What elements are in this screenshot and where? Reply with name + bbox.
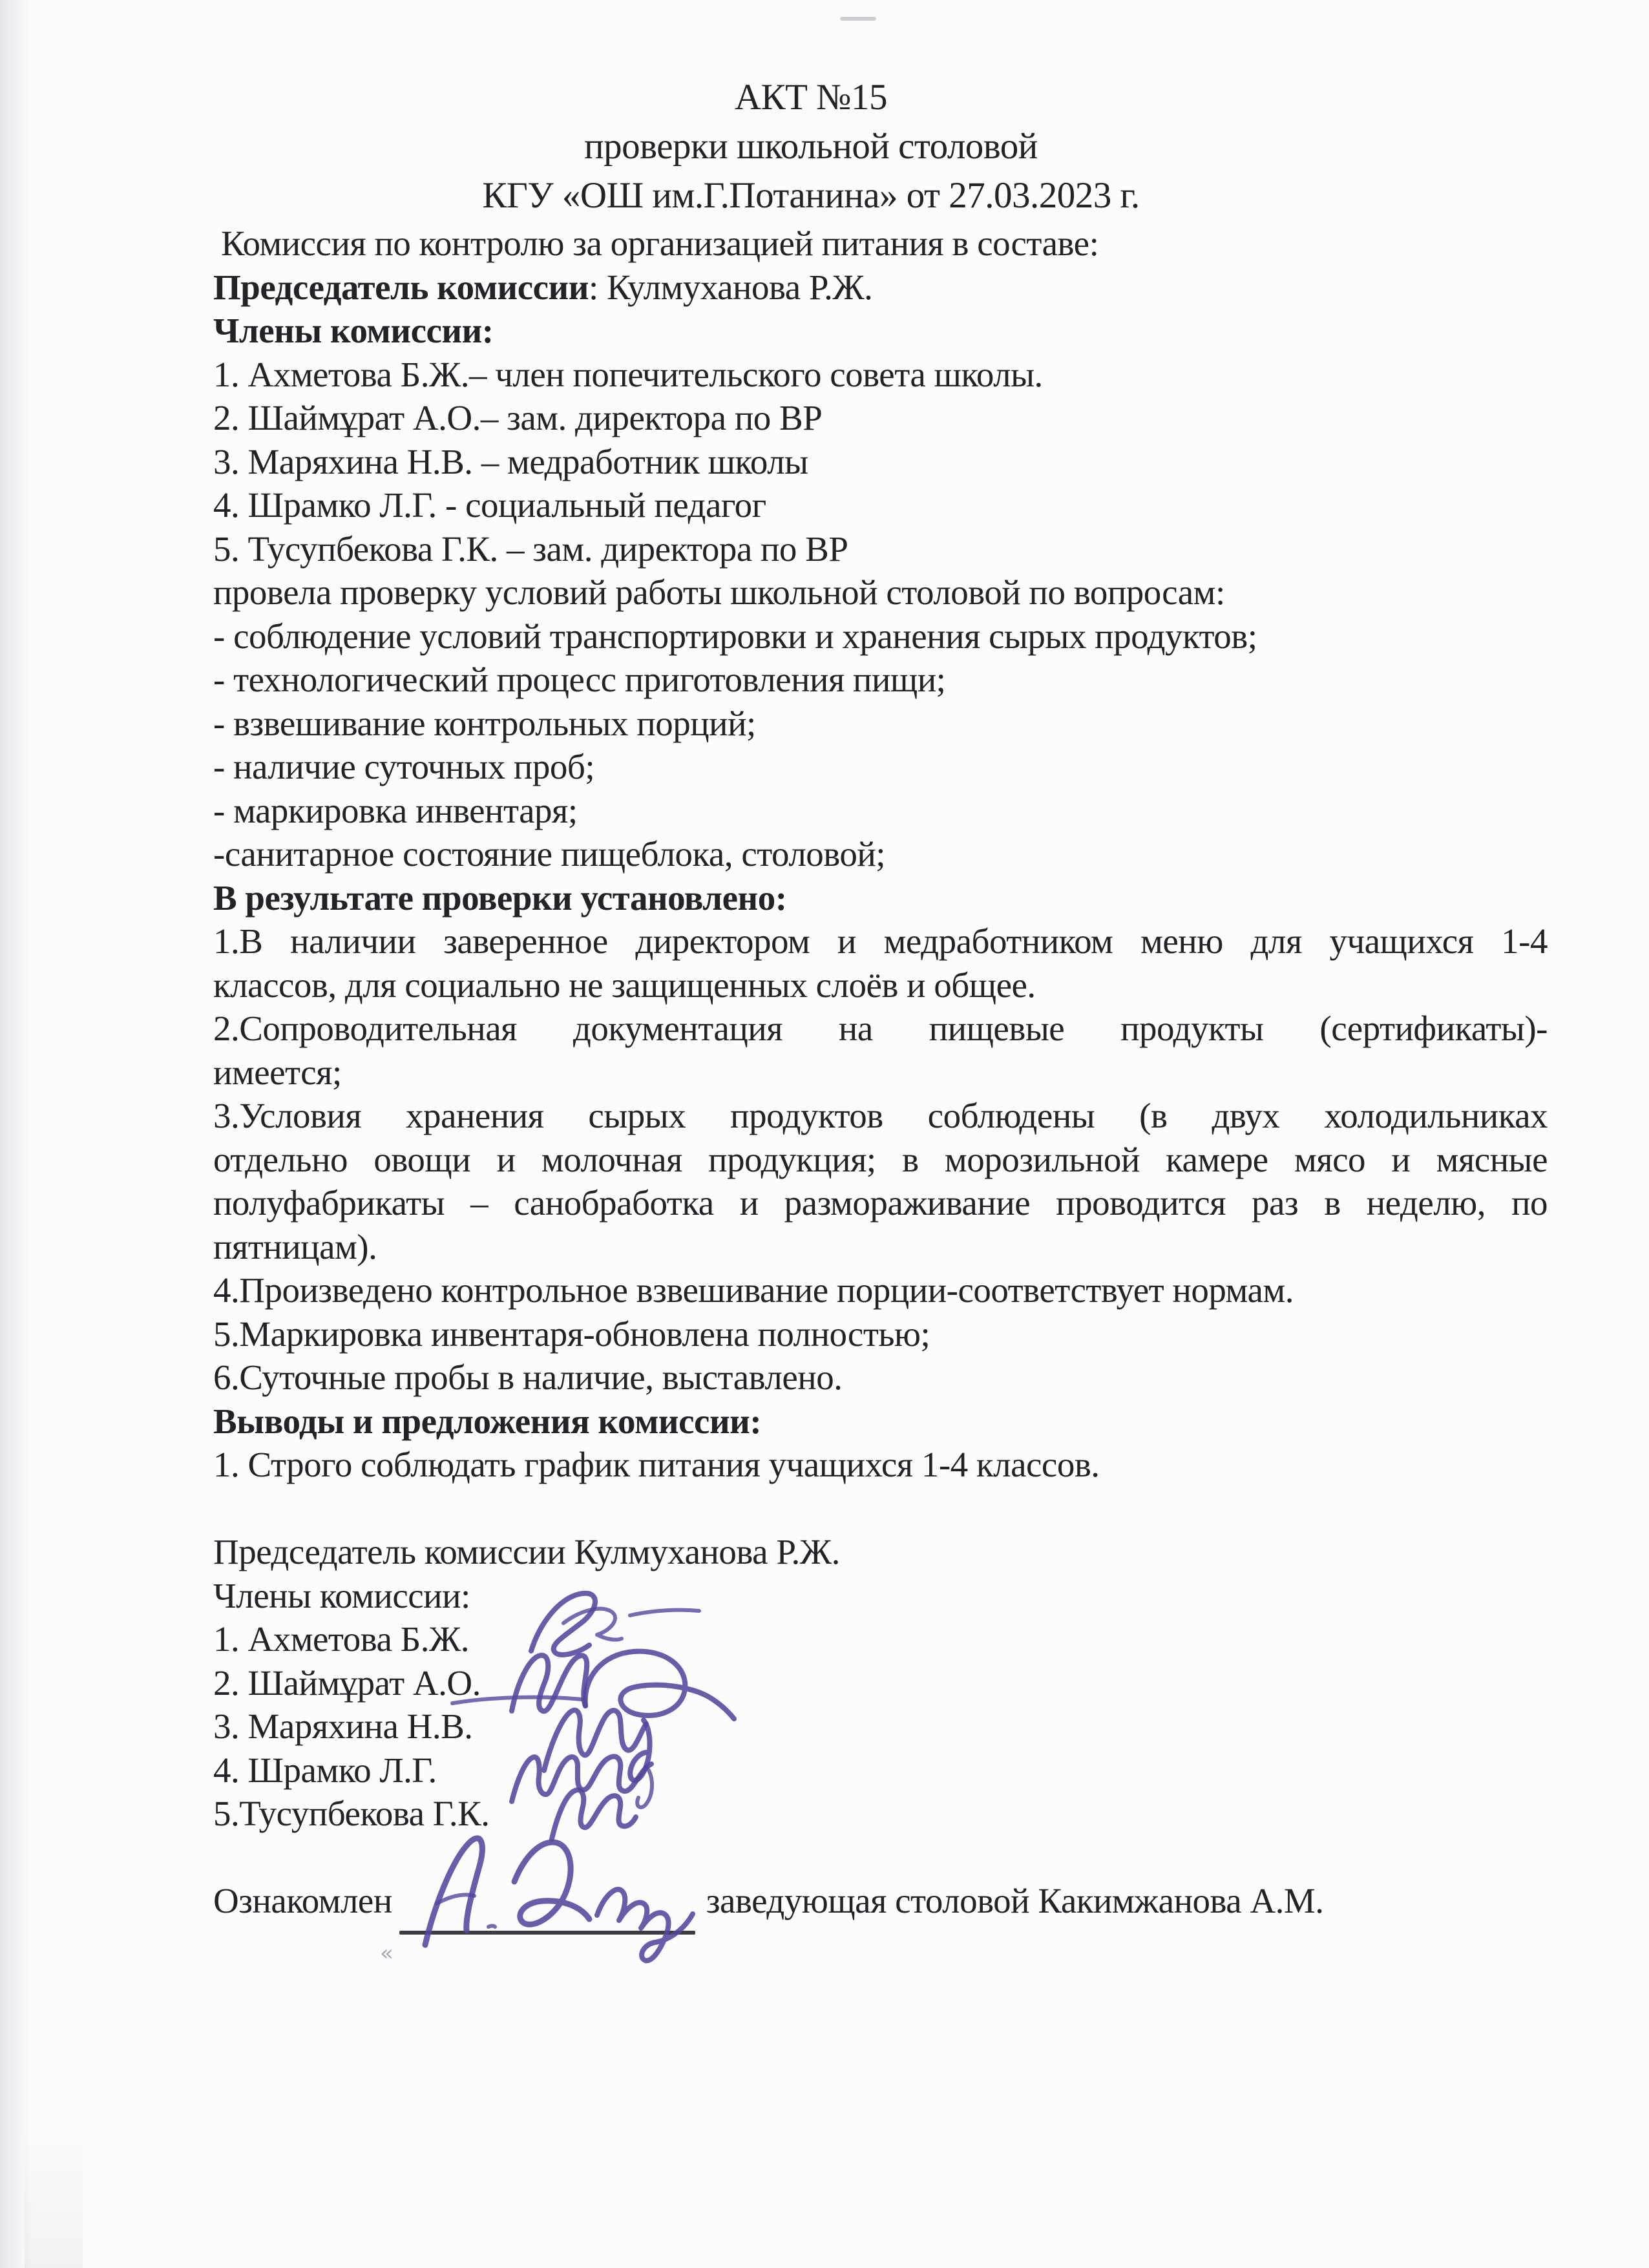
results-line-3: 2.Сопроводительная документация на пищевые продукты (сертификаты)-	[213, 1009, 1548, 1048]
inspection-intro: провела проверку условий работы школьной столовой по вопросам:	[213, 572, 1225, 612]
inspection-item-3: - взвешивание контрольных порций;	[213, 703, 756, 743]
signature-gap	[392, 1906, 696, 1913]
scan-corner-shade	[25, 2126, 83, 2268]
results-line-5: 3.Условия хранения сырых продуктов соблюдены (в двух холодильниках	[213, 1096, 1548, 1135]
inspection-item-2: - технологический процесс приготовления пищи;	[213, 660, 946, 699]
member-item-3: 3. Маряхина Н.В. – медработник школы	[213, 441, 808, 481]
results-line-9: 4.Произведено контрольное взвешивание порции-соответствует нормам.	[213, 1270, 1294, 1310]
chairman-line	[213, 266, 1548, 310]
signature-underline	[399, 1931, 695, 1935]
document-body	[213, 222, 1548, 1923]
inspection-item-4: - наличие суточных проб;	[213, 747, 595, 786]
results-line-10: 5.Маркировка инвентаря-обновлена полностью;	[213, 1314, 930, 1354]
scan-top-artifact	[840, 17, 876, 21]
blank-line-1	[213, 1487, 1548, 1531]
signoff-member-1: 1. Ахметова Б.Ж.	[213, 1619, 470, 1659]
member-item-4: 4. Шрамко Л.Г. - социальный педагог	[213, 485, 766, 525]
conclusions-heading: Выводы и предложения комиссии:	[213, 1401, 762, 1441]
results-line-8: пятницам).	[213, 1226, 377, 1266]
inspection-item-5: - маркировка инвентаря;	[213, 790, 578, 830]
inspection-item-6: -санитарное состояние пищеблока, столовой;	[213, 834, 886, 874]
member-item-5: 5. Тусупбекова Г.К. – зам. директора по ВР	[213, 529, 848, 569]
act-title: АКТ №15	[734, 77, 888, 118]
results-line-4: имеется;	[213, 1052, 342, 1092]
signoff-member-2: 2. Шаймұрат А.О.	[213, 1663, 481, 1703]
act-org-and-date: КГУ «ОШ им.Г.Потанина» от 27.03.2023 г.	[482, 175, 1140, 216]
member-item-2: 2. Шаймұрат А.О.– зам. директора по ВР	[213, 398, 823, 437]
member-item-1: 1. Ахметова Б.Ж.– член попечительского совета школы.	[213, 354, 1043, 394]
blank-line-2	[213, 1836, 1548, 1880]
signoff-members-heading: Члены комиссии:	[213, 1575, 470, 1615]
signoff-chairman-line: Председатель комиссии Кулмуханова Р.Ж.	[213, 1532, 840, 1571]
results-line-1: 1.В наличии заверенное директором и медработником меню для учащихся 1-4	[213, 921, 1548, 961]
results-line-11: 6.Суточные пробы в наличие, выставлено.	[213, 1358, 843, 1397]
chairman-name: : Кулмуханова Р.Ж.	[588, 267, 873, 307]
acknowledged-line	[213, 1879, 1548, 1923]
results-line-7: полуфабрикаты – санобработка и размораживание проводится раз в неделю, по	[213, 1183, 1548, 1223]
results-line-6: отдельно овощи и молочная продукция; в морозильной камере мясо и мясные	[213, 1139, 1548, 1179]
intro-line: Комиссия по контролю за организацией питания в составе:	[221, 224, 1099, 263]
signoff-member-5: 5.Тусупбекова Г.К.	[213, 1794, 490, 1833]
scan-left-edge-shadow	[0, 0, 32, 2268]
act-subtitle: проверки школьной столовой	[584, 126, 1038, 167]
inspection-item-1: - соблюдение условий транспортировки и хранения сырых продуктов;	[213, 616, 1257, 656]
results-heading: В результате проверки установлено:	[213, 877, 787, 918]
chairman-label: Председатель комиссии	[213, 267, 589, 307]
acknowledged-by: заведующая столовой Какимжанова А.М.	[706, 1881, 1324, 1920]
conclusion-item-1: 1. Строго соблюдать график питания учащихся 1-4 классов.	[213, 1445, 1100, 1484]
signoff-member-3: 3. Маряхина Н.В.	[213, 1706, 473, 1746]
signoff-member-4: 4. Шрамко Л.Г.	[213, 1750, 437, 1790]
results-line-2: классов, для социально не защищенных слоёв и общее.	[213, 965, 1036, 1005]
members-heading: Члены комиссии:	[213, 311, 494, 350]
scan-ink-speck: «	[380, 1940, 394, 1966]
acknowledged-label: Ознакомлен	[213, 1881, 392, 1920]
document-header	[213, 73, 1409, 220]
